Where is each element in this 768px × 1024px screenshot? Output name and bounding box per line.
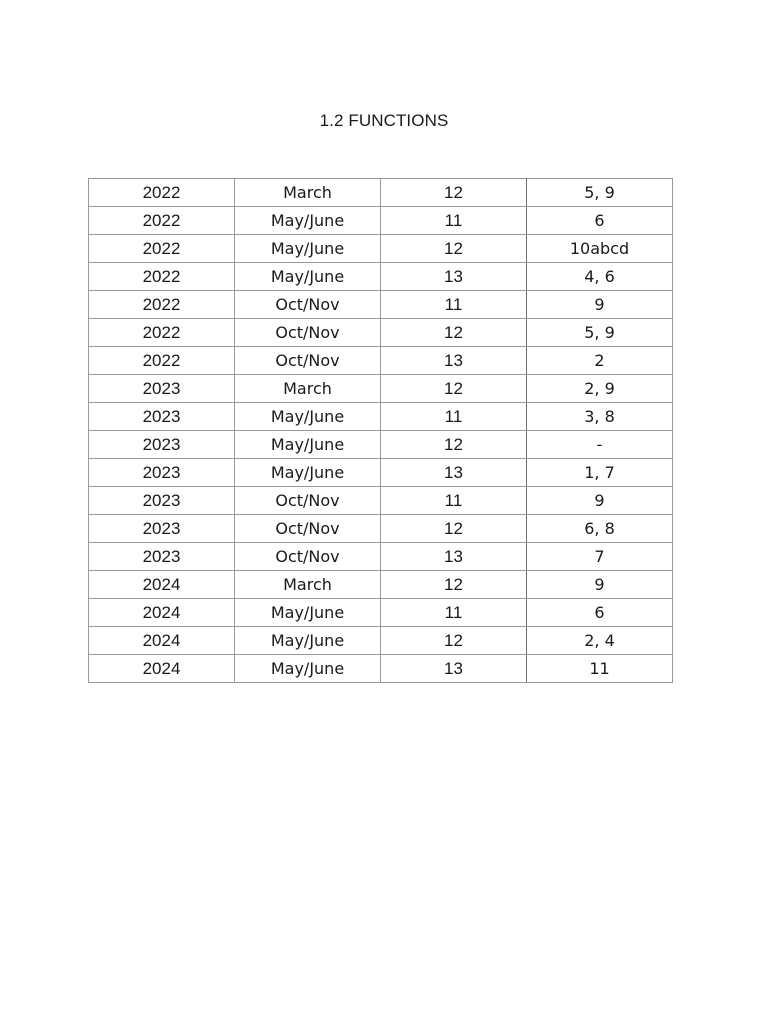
table-row [89, 291, 673, 319]
questions-cell: 2, 9 [527, 375, 673, 403]
page-title: 1.2 FUNCTIONS [319, 111, 449, 130]
session-cell: March [235, 375, 381, 403]
table-row [89, 179, 673, 207]
questions-cell: 6 [527, 599, 673, 627]
session-cell: May/June [235, 627, 381, 655]
session-cell: March [235, 571, 381, 599]
paper-cell: 11 [381, 207, 527, 235]
session-cell: May/June [235, 263, 381, 291]
paper-cell: 12 [381, 627, 527, 655]
session-cell: Oct/Nov [235, 543, 381, 571]
questions-cell: 3, 8 [527, 403, 673, 431]
questions-cell: 2 [527, 347, 673, 375]
session-cell: Oct/Nov [235, 515, 381, 543]
paper-cell: 12 [381, 319, 527, 347]
questions-cell: 9 [527, 571, 673, 599]
paper-cell: 13 [381, 263, 527, 291]
year-cell: 2023 [89, 487, 235, 515]
paper-cell: 12 [381, 571, 527, 599]
past-paper-table-container [88, 178, 673, 683]
table-row [89, 459, 673, 487]
paper-cell: 12 [381, 179, 527, 207]
paper-cell: 13 [381, 655, 527, 683]
paper-cell: 11 [381, 291, 527, 319]
year-cell: 2023 [89, 403, 235, 431]
session-cell: May/June [235, 459, 381, 487]
year-cell: 2023 [89, 431, 235, 459]
questions-cell: 9 [527, 291, 673, 319]
session-cell: Oct/Nov [235, 319, 381, 347]
year-cell: 2024 [89, 599, 235, 627]
paper-cell: 12 [381, 235, 527, 263]
paper-cell: 12 [381, 375, 527, 403]
table-row [89, 207, 673, 235]
table-row [89, 655, 673, 683]
questions-cell: 6 [527, 207, 673, 235]
table-row [89, 599, 673, 627]
year-cell: 2022 [89, 207, 235, 235]
session-cell: May/June [235, 403, 381, 431]
questions-cell: 11 [527, 655, 673, 683]
table-row [89, 375, 673, 403]
questions-cell: 9 [527, 487, 673, 515]
questions-cell: 5, 9 [527, 319, 673, 347]
questions-cell: 5, 9 [527, 179, 673, 207]
year-cell: 2023 [89, 375, 235, 403]
table-row [89, 627, 673, 655]
questions-cell: 4, 6 [527, 263, 673, 291]
questions-cell: 7 [527, 543, 673, 571]
session-cell: Oct/Nov [235, 291, 381, 319]
paper-cell: 12 [381, 515, 527, 543]
table-row [89, 543, 673, 571]
paper-cell: 13 [381, 543, 527, 571]
session-cell: May/June [235, 655, 381, 683]
session-cell: March [235, 179, 381, 207]
questions-cell: 6, 8 [527, 515, 673, 543]
session-cell: May/June [235, 207, 381, 235]
year-cell: 2022 [89, 291, 235, 319]
table-row [89, 403, 673, 431]
session-cell: May/June [235, 431, 381, 459]
session-cell: Oct/Nov [235, 347, 381, 375]
year-cell: 2022 [89, 263, 235, 291]
paper-cell: 13 [381, 347, 527, 375]
table-row [89, 515, 673, 543]
session-cell: May/June [235, 599, 381, 627]
paper-cell: 11 [381, 403, 527, 431]
table-row [89, 571, 673, 599]
year-cell: 2022 [89, 319, 235, 347]
table-row [89, 319, 673, 347]
table-row [89, 347, 673, 375]
year-cell: 2024 [89, 571, 235, 599]
year-cell: 2023 [89, 515, 235, 543]
year-cell: 2022 [89, 235, 235, 263]
questions-cell: 1, 7 [527, 459, 673, 487]
year-cell: 2024 [89, 655, 235, 683]
paper-cell: 12 [381, 431, 527, 459]
paper-cell: 11 [381, 599, 527, 627]
questions-cell: - [527, 431, 673, 459]
table-row [89, 487, 673, 515]
year-cell: 2024 [89, 627, 235, 655]
table-row [89, 263, 673, 291]
year-cell: 2023 [89, 459, 235, 487]
paper-cell: 11 [381, 487, 527, 515]
table-body [89, 179, 673, 683]
table-row [89, 431, 673, 459]
paper-cell: 13 [381, 459, 527, 487]
year-cell: 2022 [89, 179, 235, 207]
questions-cell: 2, 4 [527, 627, 673, 655]
year-cell: 2023 [89, 543, 235, 571]
past-paper-table [88, 178, 673, 683]
session-cell: Oct/Nov [235, 487, 381, 515]
questions-cell: 10abcd [527, 235, 673, 263]
session-cell: May/June [235, 235, 381, 263]
table-row [89, 235, 673, 263]
year-cell: 2022 [89, 347, 235, 375]
